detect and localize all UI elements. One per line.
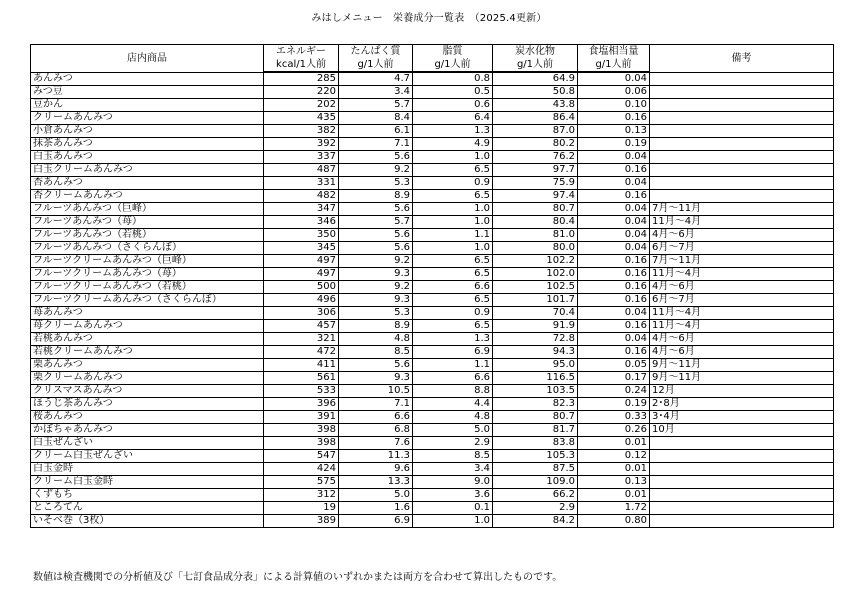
- salt-cell: 0.04: [578, 203, 650, 216]
- protein-cell: 4.7: [339, 72, 413, 86]
- product-name-cell: 栗あんみつ: [31, 359, 264, 372]
- product-name-cell: 白玉クリームあんみつ: [31, 164, 264, 177]
- table-row: [31, 125, 834, 138]
- carb-cell: 76.2: [493, 151, 578, 164]
- product-name-cell: 若桃あんみつ: [31, 333, 264, 346]
- product-name-cell: みつ豆: [31, 86, 264, 99]
- protein-cell: 7.6: [339, 437, 413, 450]
- protein-cell: 8.4: [339, 112, 413, 125]
- note-cell: [650, 99, 834, 112]
- salt-cell: 0.80: [578, 515, 650, 528]
- product-name-cell: クリーム白玉ぜんざい: [31, 450, 264, 463]
- product-name-cell: ところてん: [31, 502, 264, 515]
- energy-cell: 500: [264, 281, 339, 294]
- product-name-cell: ほうじ茶あんみつ: [31, 398, 264, 411]
- energy-cell: 285: [264, 72, 339, 86]
- protein-cell: 8.9: [339, 320, 413, 333]
- carb-cell: 80.2: [493, 138, 578, 151]
- header-protein-unit: g/1人前: [339, 58, 413, 72]
- carb-cell: 82.3: [493, 398, 578, 411]
- table-row: [31, 476, 834, 489]
- fat-cell: 4.8: [413, 411, 493, 424]
- protein-cell: 9.3: [339, 268, 413, 281]
- carb-cell: 109.0: [493, 476, 578, 489]
- protein-cell: 6.9: [339, 515, 413, 528]
- energy-cell: 306: [264, 307, 339, 320]
- energy-cell: 533: [264, 385, 339, 398]
- table-row: [31, 450, 834, 463]
- note-cell: [650, 125, 834, 138]
- salt-cell: 0.26: [578, 424, 650, 437]
- table-row: [31, 138, 834, 151]
- protein-cell: 4.8: [339, 333, 413, 346]
- table-row: [31, 164, 834, 177]
- note-cell: [650, 177, 834, 190]
- note-cell: 7月～11月: [650, 203, 834, 216]
- note-cell: [650, 190, 834, 203]
- table-row: [31, 72, 834, 86]
- table-row: [31, 281, 834, 294]
- protein-cell: 6.6: [339, 411, 413, 424]
- table-row: [31, 515, 834, 528]
- note-cell: [650, 138, 834, 151]
- energy-cell: 396: [264, 398, 339, 411]
- header-protein: たんぱく質: [339, 45, 413, 59]
- salt-cell: 0.19: [578, 398, 650, 411]
- carb-cell: 103.5: [493, 385, 578, 398]
- protein-cell: 5.7: [339, 216, 413, 229]
- salt-cell: 0.04: [578, 307, 650, 320]
- product-name-cell: 白玉ぜんざい: [31, 437, 264, 450]
- salt-cell: 0.04: [578, 216, 650, 229]
- protein-cell: 8.9: [339, 190, 413, 203]
- carb-cell: 80.7: [493, 411, 578, 424]
- protein-cell: 9.6: [339, 463, 413, 476]
- note-cell: 2･8月: [650, 398, 834, 411]
- note-cell: 11月～4月: [650, 216, 834, 229]
- fat-cell: 3.4: [413, 463, 493, 476]
- protein-cell: 9.2: [339, 255, 413, 268]
- fat-cell: 0.5: [413, 86, 493, 99]
- energy-cell: 575: [264, 476, 339, 489]
- note-cell: [650, 476, 834, 489]
- protein-cell: 3.4: [339, 86, 413, 99]
- fat-cell: 4.9: [413, 138, 493, 151]
- salt-cell: 0.16: [578, 268, 650, 281]
- header-product: 店内商品: [31, 45, 264, 73]
- protein-cell: 5.6: [339, 229, 413, 242]
- carb-cell: 64.9: [493, 72, 578, 86]
- protein-cell: 5.3: [339, 307, 413, 320]
- protein-cell: 5.6: [339, 242, 413, 255]
- protein-cell: 9.3: [339, 372, 413, 385]
- salt-cell: 0.04: [578, 177, 650, 190]
- table-row: [31, 411, 834, 424]
- carb-cell: 72.8: [493, 333, 578, 346]
- table-row: [31, 398, 834, 411]
- note-cell: 12月: [650, 385, 834, 398]
- carb-cell: 87.0: [493, 125, 578, 138]
- fat-cell: 8.8: [413, 385, 493, 398]
- note-cell: 3･4月: [650, 411, 834, 424]
- nutrition-table: [30, 44, 834, 528]
- note-cell: [650, 515, 834, 528]
- product-name-cell: 苺クリームあんみつ: [31, 320, 264, 333]
- product-name-cell: 白玉あんみつ: [31, 151, 264, 164]
- protein-cell: 5.6: [339, 359, 413, 372]
- energy-cell: 398: [264, 424, 339, 437]
- table-row: [31, 463, 834, 476]
- fat-cell: 1.0: [413, 151, 493, 164]
- carb-cell: 102.2: [493, 255, 578, 268]
- table-row: [31, 99, 834, 112]
- carb-cell: 43.8: [493, 99, 578, 112]
- carb-cell: 105.3: [493, 450, 578, 463]
- carb-cell: 80.7: [493, 203, 578, 216]
- product-name-cell: フルーツクリームあんみつ（巨峰）: [31, 255, 264, 268]
- table-row: [31, 229, 834, 242]
- protein-cell: 5.3: [339, 177, 413, 190]
- salt-cell: 0.16: [578, 320, 650, 333]
- note-cell: 4月～6月: [650, 346, 834, 359]
- table-row: [31, 424, 834, 437]
- note-cell: [650, 151, 834, 164]
- fat-cell: 0.1: [413, 502, 493, 515]
- salt-cell: 0.33: [578, 411, 650, 424]
- fat-cell: 0.9: [413, 307, 493, 320]
- salt-cell: 0.04: [578, 151, 650, 164]
- header-carb-unit: g/1人前: [493, 58, 578, 72]
- protein-cell: 6.8: [339, 424, 413, 437]
- energy-cell: 497: [264, 255, 339, 268]
- protein-cell: 13.3: [339, 476, 413, 489]
- table-row: [31, 333, 834, 346]
- salt-cell: 0.06: [578, 86, 650, 99]
- carb-cell: 84.2: [493, 515, 578, 528]
- fat-cell: 1.1: [413, 229, 493, 242]
- salt-cell: 0.16: [578, 255, 650, 268]
- salt-cell: 0.04: [578, 242, 650, 255]
- protein-cell: 7.1: [339, 398, 413, 411]
- energy-cell: 321: [264, 333, 339, 346]
- table-row: [31, 385, 834, 398]
- product-name-cell: フルーツあんみつ（苺）: [31, 216, 264, 229]
- product-name-cell: 杏あんみつ: [31, 177, 264, 190]
- energy-cell: 424: [264, 463, 339, 476]
- fat-cell: 6.5: [413, 190, 493, 203]
- protein-cell: 9.2: [339, 164, 413, 177]
- carb-cell: 94.3: [493, 346, 578, 359]
- fat-cell: 6.5: [413, 294, 493, 307]
- carb-cell: 102.0: [493, 268, 578, 281]
- energy-cell: 220: [264, 86, 339, 99]
- carb-cell: 2.9: [493, 502, 578, 515]
- salt-cell: 0.05: [578, 359, 650, 372]
- energy-cell: 331: [264, 177, 339, 190]
- fat-cell: 0.6: [413, 99, 493, 112]
- carb-cell: 87.5: [493, 463, 578, 476]
- product-name-cell: 抹茶あんみつ: [31, 138, 264, 151]
- salt-cell: 0.16: [578, 190, 650, 203]
- fat-cell: 1.0: [413, 216, 493, 229]
- product-name-cell: 栗クリームあんみつ: [31, 372, 264, 385]
- table-row: [31, 190, 834, 203]
- note-cell: 10月: [650, 424, 834, 437]
- table-row: [31, 320, 834, 333]
- table-row: [31, 177, 834, 190]
- salt-cell: 0.01: [578, 463, 650, 476]
- salt-cell: 0.16: [578, 294, 650, 307]
- protein-cell: 5.6: [339, 203, 413, 216]
- fat-cell: 2.9: [413, 437, 493, 450]
- table-row: [31, 437, 834, 450]
- product-name-cell: 桜あんみつ: [31, 411, 264, 424]
- energy-cell: 457: [264, 320, 339, 333]
- product-name-cell: 苺あんみつ: [31, 307, 264, 320]
- note-cell: [650, 72, 834, 86]
- table-row: [31, 268, 834, 281]
- table-row: [31, 86, 834, 99]
- note-cell: 4月～6月: [650, 333, 834, 346]
- energy-cell: 337: [264, 151, 339, 164]
- note-cell: 9月～11月: [650, 372, 834, 385]
- energy-cell: 391: [264, 411, 339, 424]
- carb-cell: 97.7: [493, 164, 578, 177]
- product-name-cell: 白玉金時: [31, 463, 264, 476]
- footnote: 数値は検査機関での分析値及び「七訂食品成分表」による計算値のいずれかまたは両方を合わせて算出したものです。: [33, 572, 563, 583]
- note-cell: 11月～4月: [650, 268, 834, 281]
- fat-cell: 3.6: [413, 489, 493, 502]
- note-cell: [650, 463, 834, 476]
- carb-cell: 97.4: [493, 190, 578, 203]
- energy-cell: 547: [264, 450, 339, 463]
- note-cell: 11月～4月: [650, 307, 834, 320]
- protein-cell: 5.0: [339, 489, 413, 502]
- salt-cell: 0.04: [578, 333, 650, 346]
- fat-cell: 6.6: [413, 372, 493, 385]
- note-cell: [650, 112, 834, 125]
- salt-cell: 0.12: [578, 450, 650, 463]
- salt-cell: 0.19: [578, 138, 650, 151]
- header-energy: エネルギー: [264, 45, 339, 59]
- product-name-cell: くずもち: [31, 489, 264, 502]
- energy-cell: 347: [264, 203, 339, 216]
- table-row: [31, 112, 834, 125]
- fat-cell: 4.4: [413, 398, 493, 411]
- table-row: [31, 151, 834, 164]
- carb-cell: 81.7: [493, 424, 578, 437]
- note-cell: 4月～6月: [650, 229, 834, 242]
- product-name-cell: いそべ巻（3枚）: [31, 515, 264, 528]
- salt-cell: 0.04: [578, 72, 650, 86]
- table-row: [31, 307, 834, 320]
- protein-cell: 7.1: [339, 138, 413, 151]
- product-name-cell: クリーム白玉金時: [31, 476, 264, 489]
- product-name-cell: フルーツクリームあんみつ（苺）: [31, 268, 264, 281]
- table-row: [31, 203, 834, 216]
- carb-cell: 81.0: [493, 229, 578, 242]
- header-carb: 炭水化物: [493, 45, 578, 59]
- note-cell: [650, 450, 834, 463]
- product-name-cell: フルーツあんみつ（さくらんぼ）: [31, 242, 264, 255]
- note-cell: 4月～6月: [650, 281, 834, 294]
- header-salt-unit: g/1人前: [578, 58, 650, 72]
- table-body: [31, 72, 834, 528]
- energy-cell: 202: [264, 99, 339, 112]
- carb-cell: 75.9: [493, 177, 578, 190]
- table-row: [31, 502, 834, 515]
- salt-cell: 0.16: [578, 281, 650, 294]
- fat-cell: 0.8: [413, 72, 493, 86]
- energy-cell: 482: [264, 190, 339, 203]
- fat-cell: 6.9: [413, 346, 493, 359]
- energy-cell: 472: [264, 346, 339, 359]
- note-cell: [650, 86, 834, 99]
- carb-cell: 80.4: [493, 216, 578, 229]
- fat-cell: 6.5: [413, 164, 493, 177]
- protein-cell: 5.6: [339, 151, 413, 164]
- energy-cell: 312: [264, 489, 339, 502]
- carb-cell: 66.2: [493, 489, 578, 502]
- protein-cell: 5.7: [339, 99, 413, 112]
- protein-cell: 9.2: [339, 281, 413, 294]
- energy-cell: 350: [264, 229, 339, 242]
- protein-cell: 8.5: [339, 346, 413, 359]
- fat-cell: 0.9: [413, 177, 493, 190]
- product-name-cell: あんみつ: [31, 72, 264, 86]
- product-name-cell: 杏クリームあんみつ: [31, 190, 264, 203]
- fat-cell: 6.5: [413, 255, 493, 268]
- carb-cell: 91.9: [493, 320, 578, 333]
- salt-cell: 0.17: [578, 372, 650, 385]
- note-cell: 7月～11月: [650, 255, 834, 268]
- salt-cell: 0.04: [578, 229, 650, 242]
- carb-cell: 70.4: [493, 307, 578, 320]
- fat-cell: 6.5: [413, 320, 493, 333]
- product-name-cell: かぼちゃあんみつ: [31, 424, 264, 437]
- energy-cell: 487: [264, 164, 339, 177]
- salt-cell: 0.13: [578, 125, 650, 138]
- note-cell: [650, 502, 834, 515]
- salt-cell: 0.16: [578, 112, 650, 125]
- energy-cell: 19: [264, 502, 339, 515]
- fat-cell: 6.6: [413, 281, 493, 294]
- fat-cell: 1.3: [413, 125, 493, 138]
- note-cell: 6月～7月: [650, 294, 834, 307]
- product-name-cell: フルーツクリームあんみつ（若桃）: [31, 281, 264, 294]
- fat-cell: 5.0: [413, 424, 493, 437]
- fat-cell: 8.5: [413, 450, 493, 463]
- salt-cell: 0.13: [578, 476, 650, 489]
- salt-cell: 0.16: [578, 346, 650, 359]
- table-row: [31, 346, 834, 359]
- product-name-cell: フルーツあんみつ（若桃）: [31, 229, 264, 242]
- fat-cell: 9.0: [413, 476, 493, 489]
- protein-cell: 1.6: [339, 502, 413, 515]
- page-title: みはしメニュー 栄養成分一覧表 （2025.4更新）: [311, 13, 547, 24]
- carb-cell: 101.7: [493, 294, 578, 307]
- carb-cell: 95.0: [493, 359, 578, 372]
- salt-cell: 1.72: [578, 502, 650, 515]
- table-row: [31, 294, 834, 307]
- table-row: [31, 489, 834, 502]
- energy-cell: 389: [264, 515, 339, 528]
- protein-cell: 9.3: [339, 294, 413, 307]
- product-name-cell: 若桃クリームあんみつ: [31, 346, 264, 359]
- salt-cell: 0.24: [578, 385, 650, 398]
- table-row: [31, 216, 834, 229]
- energy-cell: 345: [264, 242, 339, 255]
- header-salt: 食塩相当量: [578, 45, 650, 59]
- salt-cell: 0.01: [578, 489, 650, 502]
- header-fat: 脂質: [413, 45, 493, 59]
- fat-cell: 1.3: [413, 333, 493, 346]
- table-row: [31, 255, 834, 268]
- note-cell: [650, 437, 834, 450]
- header-energy-unit: kcal/1人前: [264, 58, 339, 72]
- salt-cell: 0.16: [578, 164, 650, 177]
- protein-cell: 6.1: [339, 125, 413, 138]
- fat-cell: 1.0: [413, 203, 493, 216]
- note-cell: 11月～4月: [650, 320, 834, 333]
- energy-cell: 435: [264, 112, 339, 125]
- protein-cell: 10.5: [339, 385, 413, 398]
- product-name-cell: フルーツあんみつ（巨峰）: [31, 203, 264, 216]
- note-cell: 6月～7月: [650, 242, 834, 255]
- product-name-cell: 小倉あんみつ: [31, 125, 264, 138]
- carb-cell: 80.0: [493, 242, 578, 255]
- carb-cell: 102.5: [493, 281, 578, 294]
- fat-cell: 6.4: [413, 112, 493, 125]
- table-row: [31, 359, 834, 372]
- fat-cell: 6.5: [413, 268, 493, 281]
- energy-cell: 346: [264, 216, 339, 229]
- header-notes: 備考: [650, 45, 834, 73]
- product-name-cell: クリームあんみつ: [31, 112, 264, 125]
- energy-cell: 398: [264, 437, 339, 450]
- fat-cell: 1.0: [413, 515, 493, 528]
- energy-cell: 411: [264, 359, 339, 372]
- table-row: [31, 372, 834, 385]
- note-cell: 9月～11月: [650, 359, 834, 372]
- carb-cell: 116.5: [493, 372, 578, 385]
- salt-cell: 0.10: [578, 99, 650, 112]
- fat-cell: 1.1: [413, 359, 493, 372]
- energy-cell: 392: [264, 138, 339, 151]
- carb-cell: 50.8: [493, 86, 578, 99]
- energy-cell: 561: [264, 372, 339, 385]
- note-cell: [650, 164, 834, 177]
- energy-cell: 382: [264, 125, 339, 138]
- salt-cell: 0.01: [578, 437, 650, 450]
- protein-cell: 11.3: [339, 450, 413, 463]
- product-name-cell: クリスマスあんみつ: [31, 385, 264, 398]
- header-fat-unit: g/1人前: [413, 58, 493, 72]
- energy-cell: 496: [264, 294, 339, 307]
- product-name-cell: 豆かん: [31, 99, 264, 112]
- energy-cell: 497: [264, 268, 339, 281]
- product-name-cell: フルーツクリームあんみつ（さくらんぼ）: [31, 294, 264, 307]
- note-cell: [650, 489, 834, 502]
- carb-cell: 83.8: [493, 437, 578, 450]
- table-row: [31, 242, 834, 255]
- carb-cell: 86.4: [493, 112, 578, 125]
- fat-cell: 1.0: [413, 242, 493, 255]
